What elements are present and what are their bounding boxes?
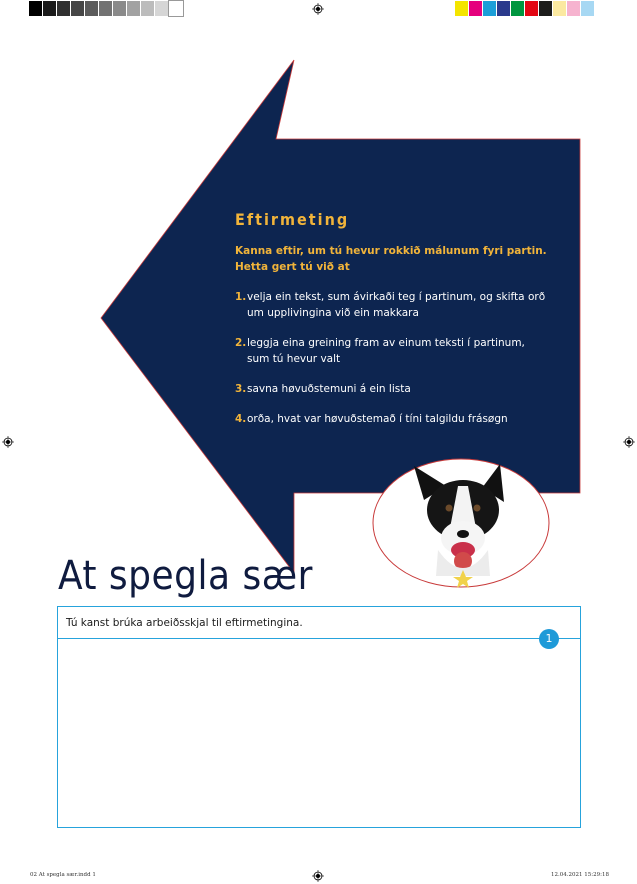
evaluation-intro-line: Hetta gert tú við at (235, 261, 350, 273)
item-text: savna høvuðstemuni á ein lista (247, 383, 411, 395)
evaluation-intro (235, 243, 565, 275)
item-text: leggja eina greining fram av einum teksti í partinum, sum tú hevur valt (247, 337, 525, 365)
dog-illustration (372, 458, 550, 588)
item-number: 1. (235, 291, 247, 303)
number-badge: 1 (539, 629, 559, 649)
item-text: orða, hvat var høvuðstemað í tíni talgildu frásøgn (247, 413, 508, 425)
evaluation-panel (235, 210, 565, 441)
item-text: velja ein tekst, sum ávirkaði teg í partinum, og skifta orð um upplivingina við ein makkara (247, 291, 546, 319)
section-title: At spegla sær (58, 553, 313, 599)
evaluation-item (235, 411, 565, 427)
evaluation-intro-line: Kanna eftir, um tú hevur rokkið málunum fyri partin. (235, 245, 547, 257)
evaluation-item (235, 289, 565, 321)
item-number: 2. (235, 337, 247, 349)
evaluation-item (235, 381, 565, 397)
item-number: 3. (235, 383, 247, 395)
worksheet-instruction: Tú kanst brúka arbeiðsskjal til eftirmetingina. (66, 617, 303, 629)
footer-slug-file: 02 At spegla sær.indd 1 (30, 872, 96, 878)
evaluation-title: Eftirmeting (235, 210, 350, 229)
footer-slug-date: 12.04.2021 15:29:18 (551, 872, 609, 878)
evaluation-item (235, 335, 565, 367)
worksheet-box (57, 606, 581, 828)
divider (58, 638, 580, 639)
item-number: 4. (235, 413, 247, 425)
